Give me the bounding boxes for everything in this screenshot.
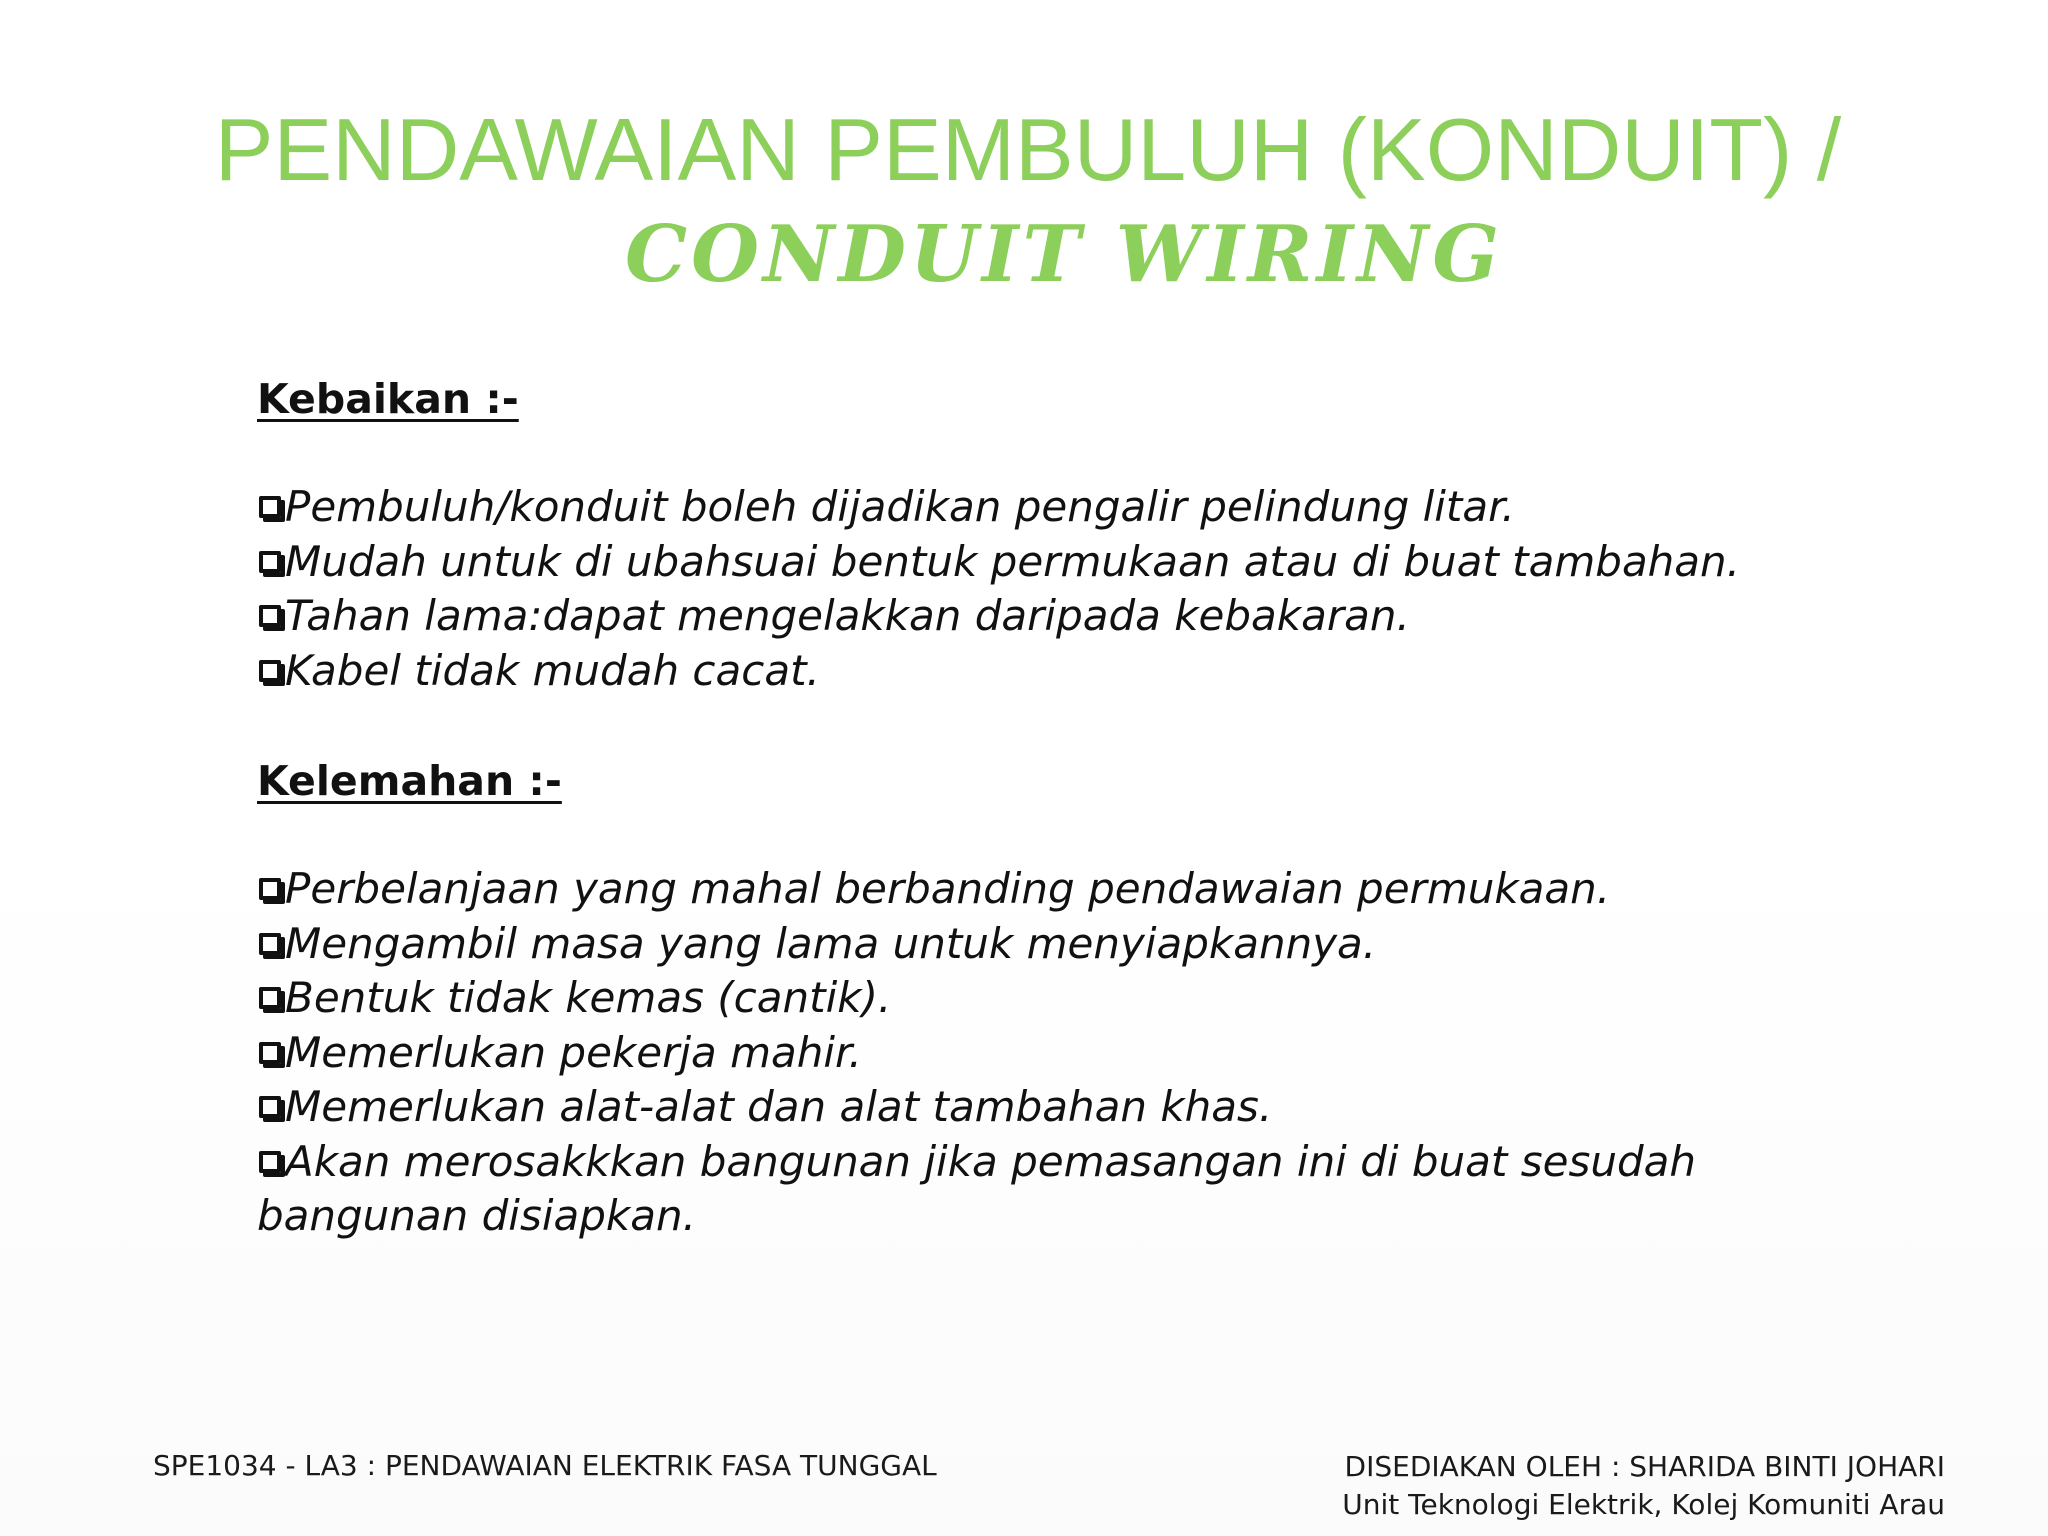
checkbox-square-icon	[259, 987, 281, 1009]
list-item-text: Memerlukan pekerja mahir.	[285, 1027, 862, 1077]
list-item-text: Bentuk tidak kemas (cantik).	[285, 973, 892, 1022]
slide-title: PENDAWAIAN PEMBULUH (KONDUIT) /	[214, 100, 1842, 199]
list-item	[257, 971, 1897, 1026]
list-item	[257, 589, 1897, 644]
list-item-text: Mengambil masa yang lama untuk menyiapkannya.	[285, 918, 1377, 968]
list-item	[257, 1026, 1897, 1081]
list-item	[257, 480, 1897, 535]
list-item	[257, 535, 1897, 590]
checkbox-square-icon	[259, 551, 281, 573]
footer-author	[1342, 1448, 1945, 1524]
checkbox-square-icon	[259, 496, 281, 518]
list-item-text: Kabel tidak mudah cacat.	[285, 645, 820, 695]
list-item	[257, 1080, 1897, 1135]
list-item-text: Tahan lama:dapat mengelakkan daripada kebakaran.	[285, 591, 1410, 640]
list-item	[257, 862, 1897, 917]
checkbox-square-icon	[259, 1096, 281, 1118]
section-heading-kebaikan: Kebaikan :-	[257, 375, 519, 423]
kebaikan-list	[257, 480, 1897, 698]
checkbox-square-icon	[259, 933, 281, 955]
list-item-text: Perbelanjaan yang mahal berbanding pendawaian permukaan.	[285, 864, 1611, 913]
list-item-text: Memerlukan alat-alat dan alat tambahan khas.	[285, 1082, 1273, 1131]
checkbox-square-icon	[259, 878, 281, 900]
slide-body	[257, 372, 1897, 1244]
list-item	[257, 917, 1897, 972]
footer-institution: Unit Teknologi Elektrik, Kolej Komuniti Arau	[1342, 1488, 1945, 1521]
slide-subtitle: CONDUIT WIRING	[625, 209, 1503, 300]
section-heading-kelemahan: Kelemahan :-	[257, 757, 562, 805]
kelemahan-list	[257, 862, 1897, 1244]
list-item	[257, 644, 1897, 699]
checkbox-square-icon	[259, 1042, 281, 1064]
list-item	[257, 1135, 1817, 1244]
checkbox-square-icon	[259, 605, 281, 627]
list-item-text: Akan merosakkkan bangunan jika pemasangan ini di buat sesudah bangunan disiapkan.	[257, 1136, 1696, 1240]
list-item-text: Mudah untuk di ubahsuai bentuk permukaan atau di buat tambahan.	[285, 536, 1741, 586]
list-item-text: Pembuluh/konduit boleh dijadikan pengalir pelindung litar.	[285, 482, 1515, 531]
footer-course-code: SPE1034 - LA3 : PENDAWAIAN ELEKTRIK FASA TUNGGAL	[153, 1449, 937, 1482]
footer-author-name: DISEDIAKAN OLEH : SHARIDA BINTI JOHARI	[1344, 1450, 1945, 1483]
checkbox-square-icon	[259, 660, 281, 682]
checkbox-square-icon	[259, 1151, 281, 1173]
